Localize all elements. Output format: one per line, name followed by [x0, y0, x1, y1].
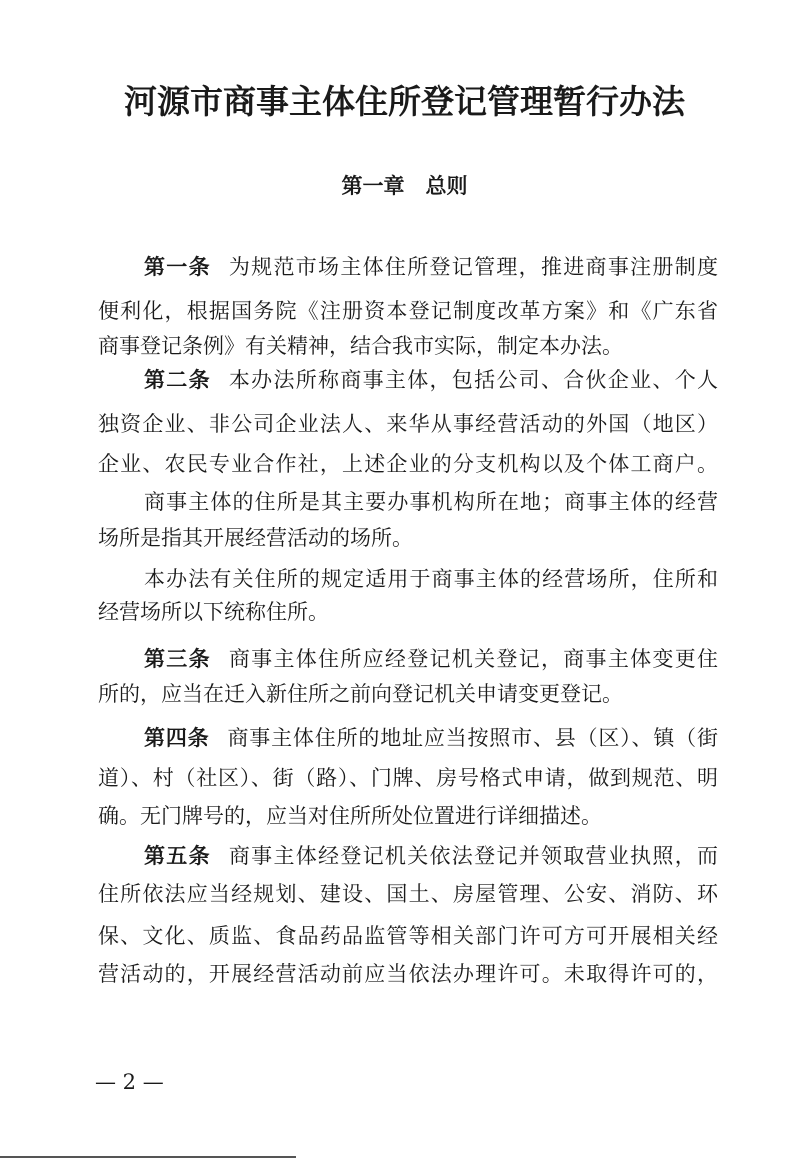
line-text: 道）、村（社区）、街（路）、门牌、房号格式申请，做到规范、明: [98, 766, 718, 790]
text-line: [144, 724, 718, 752]
text-line: [98, 960, 718, 988]
article-label: 第四条: [144, 726, 210, 750]
text-line: [98, 297, 718, 325]
line-text: 商事主体经登记机关依法登记并领取营业执照，而: [228, 844, 718, 868]
line-text: 确。无门牌号的，应当对住所所处位置进行详细描述。: [98, 804, 602, 828]
line-text: 住所依法应当经规划、建设、国土、房屋管理、公安、消防、环: [98, 882, 718, 906]
text-line: [98, 680, 718, 708]
text-line: [144, 565, 718, 593]
line-text: 场所是指其开展经营活动的场所。: [98, 526, 413, 550]
line-text: 经营场所以下统称住所。: [98, 600, 329, 624]
text-line: [98, 922, 718, 950]
text-line: [98, 332, 718, 360]
line-text: 便利化，根据国务院《注册资本登记制度改革方案》和《广东省: [98, 299, 718, 323]
line-text: 独资企业、非公司企业法人、来华从事经营活动的外国（地区）: [98, 412, 718, 436]
text-line: [98, 598, 718, 626]
line-text: 商事主体住所应经登记机关登记，商事主体变更住: [228, 647, 718, 671]
line-text: 保、文化、质监、食品药品监管等相关部门许可方可开展相关经: [98, 924, 718, 948]
text-line: [144, 488, 718, 516]
article-label: 第二条: [144, 368, 211, 392]
text-line: [144, 645, 718, 673]
text-line: [98, 880, 718, 908]
article-label: 第一条: [144, 255, 211, 279]
document-title: 河源市商事主体住所登记管理暂行办法: [124, 82, 685, 121]
line-text: 商事登记条例》有关精神，结合我市实际，制定本办法。: [98, 334, 623, 358]
text-line: [144, 366, 718, 394]
bottom-rule: [0, 1156, 296, 1158]
text-line: [144, 253, 718, 281]
line-text: 营活动的，开展经营活动前应当依法办理许可。未取得许可的，: [98, 962, 718, 986]
text-line: [98, 764, 718, 792]
line-text: 所的，应当在迁入新住所之前向登记机关申请变更登记。: [98, 682, 623, 706]
line-text: 本办法所称商事主体，包括公司、合伙企业、个人: [228, 368, 718, 392]
line-text: 为规范市场主体住所登记管理，推进商事注册制度: [228, 255, 718, 279]
text-line: [98, 450, 718, 478]
text-line: [98, 410, 718, 438]
line-text: 商事主体住所的地址应当按照市、县（区）、镇（街: [227, 726, 719, 750]
line-text: 商事主体的住所是其主要办事机构所在地；商事主体的经营: [144, 490, 718, 514]
line-text: 本办法有关住所的规定适用于商事主体的经营场所，住所和: [144, 567, 718, 591]
article-label: 第三条: [144, 647, 211, 671]
text-line: [98, 524, 718, 552]
article-label: 第五条: [144, 844, 211, 868]
line-text: 企业、农民专业合作社，上述企业的分支机构以及个体工商户。: [98, 452, 718, 476]
page-number: — 2 —: [95, 1070, 164, 1094]
text-line: [144, 842, 718, 870]
text-line: [98, 802, 718, 830]
chapter-heading: 第一章 总则: [341, 174, 468, 198]
